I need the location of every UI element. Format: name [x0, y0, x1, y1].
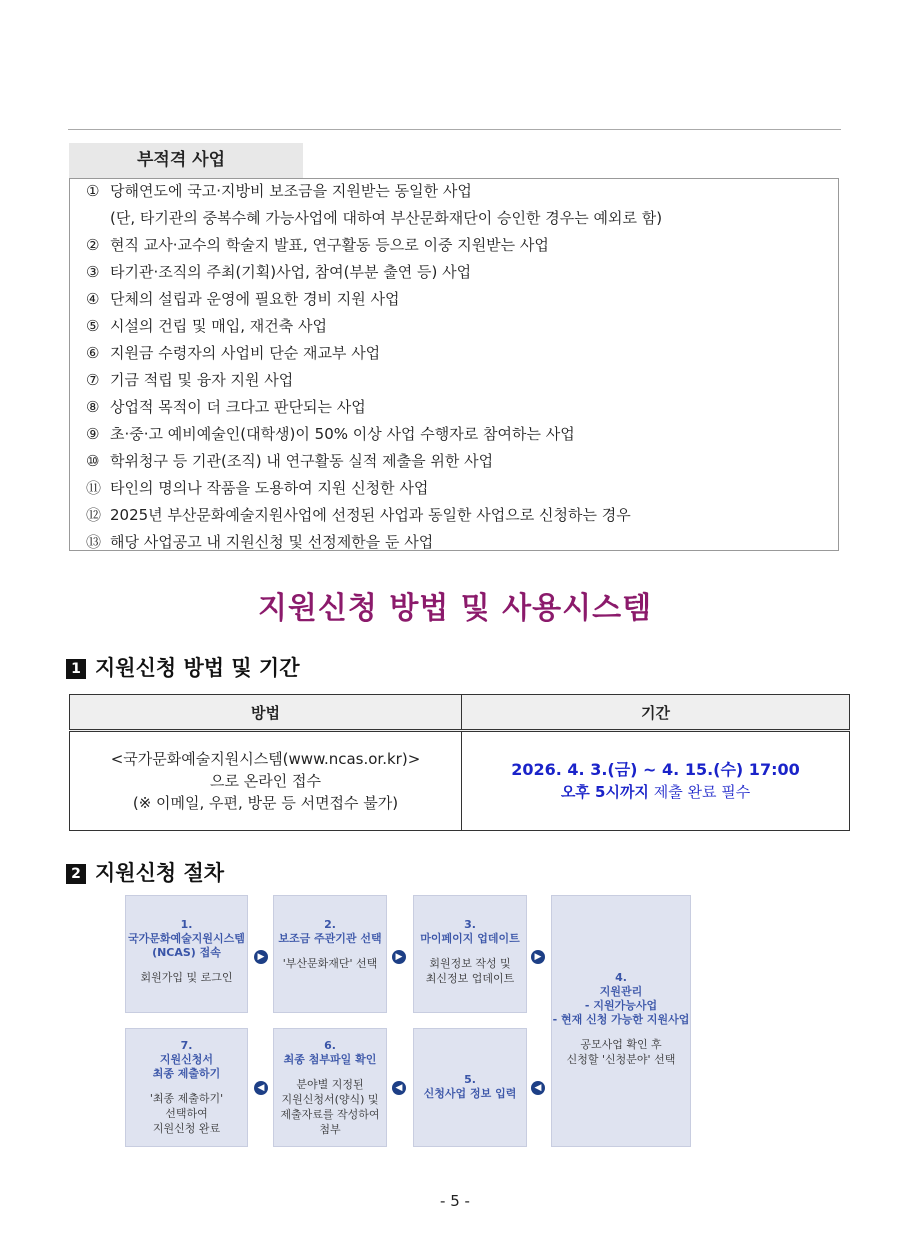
arrow-left-icon: ◀ — [392, 1081, 406, 1095]
method-cell: <국가문화예술지원시스템(www.ncas.or.kr)> 으로 온라인 접수 (※ 이메일, 우편, 방문 등 서면접수 불가) — [70, 731, 462, 831]
period-dates: 2026. 4. 3.(금) ~ 4. 15.(수) 17:00 — [511, 760, 800, 779]
list-item: ⑨ 초·중·고 예비예술인(대학생)이 50% 이상 사업 수행자로 참여하는 사업 — [86, 425, 575, 443]
list-item: ② 현직 교사·교수의 학술지 발표, 연구활동 등으로 이중 지원받는 사업 — [86, 236, 549, 254]
step-4: 4. 지원관리 - 지원가능사업 - 현재 신청 가능한 지원사업 공모사업 확인 후 신청할 '신청분야' 선택 — [551, 895, 691, 1147]
section-badge: 1 — [66, 659, 86, 679]
section-heading: 2 지원신청 절차 — [66, 857, 224, 887]
top-divider — [68, 129, 841, 130]
step-2: 2. 보조금 주관기관 선택 '부산문화재단' 선택 — [273, 895, 387, 1013]
arrow-right-icon: ▶ — [531, 950, 545, 964]
step-6: 6. 최종 첨부파일 확인 분야별 지정된 지원신청서(양식) 및 제출자료를 작성하여 첨부 — [273, 1028, 387, 1147]
ineligible-box — [69, 178, 839, 551]
section-heading: 1 지원신청 방법 및 기간 — [66, 652, 300, 682]
ineligible-title: 부적격 사업 — [69, 143, 303, 178]
arrow-right-icon: ▶ — [254, 950, 268, 964]
table-header: 방법 — [70, 695, 462, 731]
list-item: ③ 타기관·조직의 주최(기획)사업, 참여(부분 출연 등) 사업 — [86, 263, 472, 281]
step-1: 1. 국가문화예술지원시스템 (NCAS) 접속 회원가입 및 로그인 — [125, 895, 248, 1013]
arrow-left-icon: ◀ — [254, 1081, 268, 1095]
list-item: ⑬ 해당 사업공고 내 지원신청 및 선정제한을 둔 사업 — [86, 533, 434, 551]
list-item: ⑫ 2025년 부산문화예술지원사업에 선정된 사업과 동일한 사업으로 신청하는 경우 — [86, 506, 631, 524]
table-header: 기간 — [462, 695, 850, 731]
application-table — [69, 694, 850, 831]
list-item: ① 당해연도에 국고·지방비 보조금을 지원받는 동일한 사업 — [86, 182, 472, 200]
page-number: - 5 - — [440, 1192, 470, 1210]
section-badge: 2 — [66, 864, 86, 884]
step-7: 7. 지원신청서 최종 제출하기 '최종 제출하기' 선택하여 지원신청 완료 — [125, 1028, 248, 1147]
list-item: ⑤ 시설의 건립 및 매입, 재건축 사업 — [86, 317, 327, 335]
arrow-right-icon: ▶ — [392, 950, 406, 964]
step-3: 3. 마이페이지 업데이트 회원정보 작성 및 최신정보 업데이트 — [413, 895, 527, 1013]
list-item: ⑥ 지원금 수령자의 사업비 단순 재교부 사업 — [86, 344, 381, 362]
list-item: ⑩ 학위청구 등 기관(조직) 내 연구활동 실적 제출을 위한 사업 — [86, 452, 494, 470]
list-item: ⑦ 기금 적립 및 융자 지원 사업 — [86, 371, 294, 389]
period-cell: 2026. 4. 3.(금) ~ 4. 15.(수) 17:00 오후 5시까지 제출 완료 필수 — [462, 731, 850, 831]
page-title: 지원신청 방법 및 사용시스템 — [257, 591, 653, 626]
list-item: ④ 단체의 설립과 운영에 필요한 경비 지원 사업 — [86, 290, 400, 308]
list-item: ⑪ 타인의 명의나 작품을 도용하여 지원 신청한 사업 — [86, 479, 429, 497]
list-item: (단, 타기관의 중복수혜 가능사업에 대하여 부산문화재단이 승인한 경우는 예외로 함) — [110, 209, 663, 227]
list-item: ⑧ 상업적 목적이 더 크다고 판단되는 사업 — [86, 398, 366, 416]
arrow-left-icon: ◀ — [531, 1081, 545, 1095]
step-5: 5. 신청사업 정보 입력 — [413, 1028, 527, 1147]
